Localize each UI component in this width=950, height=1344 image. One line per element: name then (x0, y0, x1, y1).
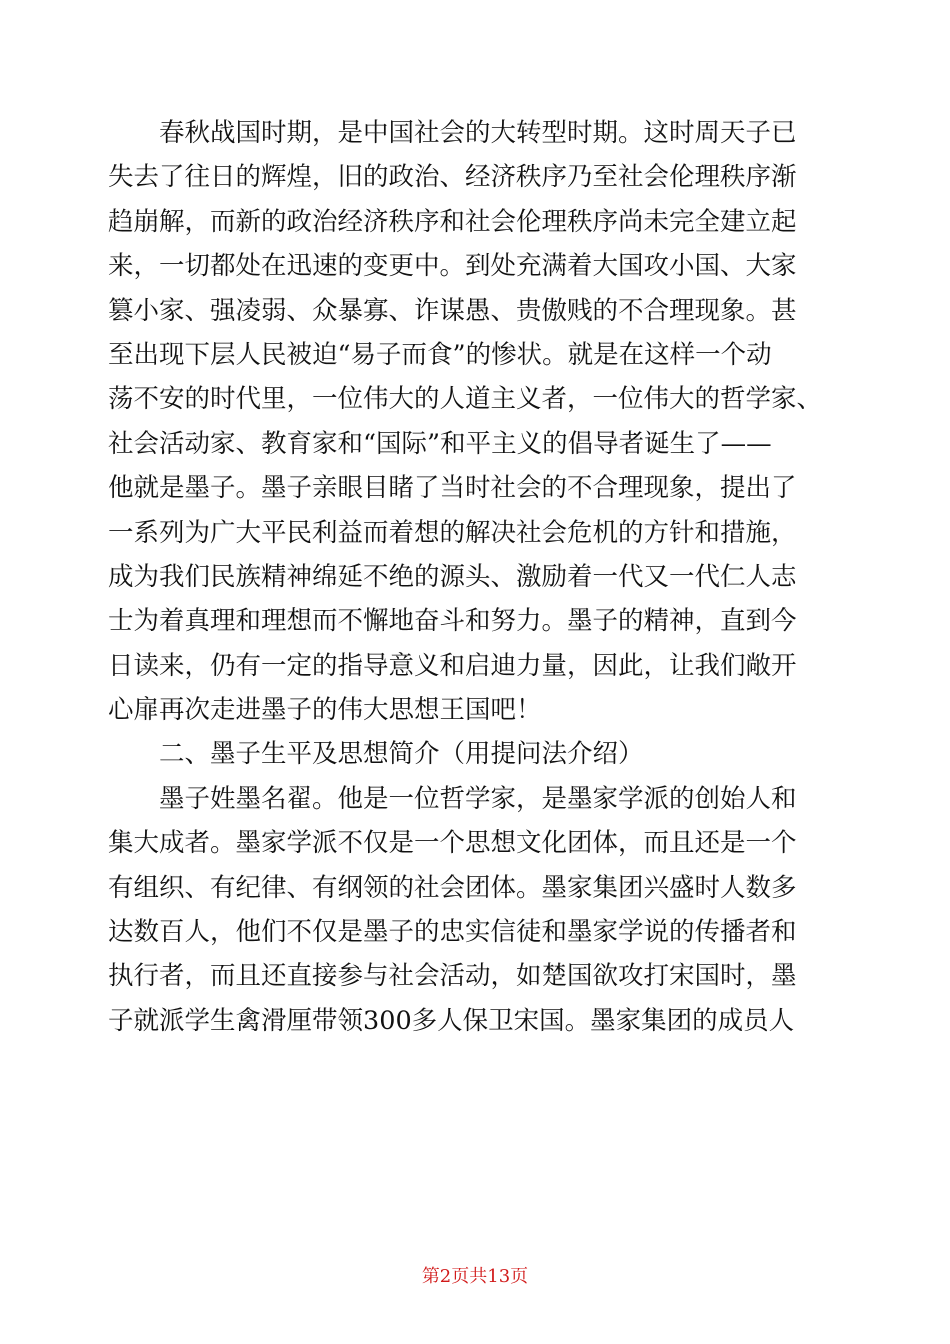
paragraph-line: 来，一切都处在迅速的变更中。到处充满着大国攻小国、大家 (108, 251, 797, 282)
paragraph-line: 失去了往日的辉煌，旧的政治、经济秩序乃至社会伦理秩序渐 (108, 162, 797, 193)
paragraph-line: 一系列为广大平民利益而着想的解决社会危机的方针和措施， (108, 517, 797, 548)
paragraph-line: 士为着真理和理想而不懈地奋斗和努力。墨子的精神，直到今 (108, 606, 797, 637)
paragraph-line: 春秋战国时期，是中国社会的大转型时期。这时周天子已 (159, 118, 797, 148)
paragraph-line: 他就是墨子。墨子亲眼目睹了当时社会的不合理现象，提出了 (108, 473, 797, 504)
paragraph-line: 达数百人，他们不仅是墨子的忠实信徒和墨家学说的传播者和 (108, 917, 797, 948)
paragraph-line: 有组织、有纪律、有纲领的社会团体。墨家集团兴盛时人数多 (108, 872, 797, 903)
section-heading: 二、墨子生平及思想简介（用提问法介绍） (159, 739, 644, 770)
paragraph-line: 墨子姓墨名翟。他是一位哲学家，是墨家学派的创始人和 (159, 783, 797, 814)
body-text (108, 111, 848, 1043)
paragraph-line: 日读来，仍有一定的指导意义和启迪力量，因此，让我们敞开 (108, 650, 797, 681)
paragraph-line: 荡不安的时代里，一位伟大的人道主义者，一位伟大的哲学家、 (108, 384, 823, 415)
page-number-footer: 第2页共13页 (421, 1266, 529, 1287)
paragraph-line: 心扉再次走进墨子的伟大思想王国吧！ (108, 695, 542, 726)
paragraph-line: 至出现下层人民被迫“易子而食”的惨状。就是在这样一个动 (108, 339, 772, 370)
paragraph-line: 子就派学生禽滑厘带领300多人保卫宋国。墨家集团的成员人 (108, 1005, 795, 1036)
paragraph-line: 篡小家、强凌弱、众暴寡、诈谋愚、贵傲贱的不合理现象。甚 (108, 295, 797, 326)
paragraph-line: 社会活动家、教育家和“国际”和平主义的倡导者诞生了—— (108, 428, 772, 459)
paragraph-line: 成为我们民族精神绵延不绝的源头、激励着一代又一代仁人志 (108, 561, 797, 592)
paragraph-line: 趋崩解，而新的政治经济秩序和社会伦理秩序尚未完全建立起 (108, 206, 797, 237)
paragraph-line: 执行者，而且还直接参与社会活动，如楚国欲攻打宋国时，墨 (108, 961, 797, 992)
paragraph-line: 集大成者。墨家学派不仅是一个思想文化团体，而且还是一个 (108, 828, 797, 859)
